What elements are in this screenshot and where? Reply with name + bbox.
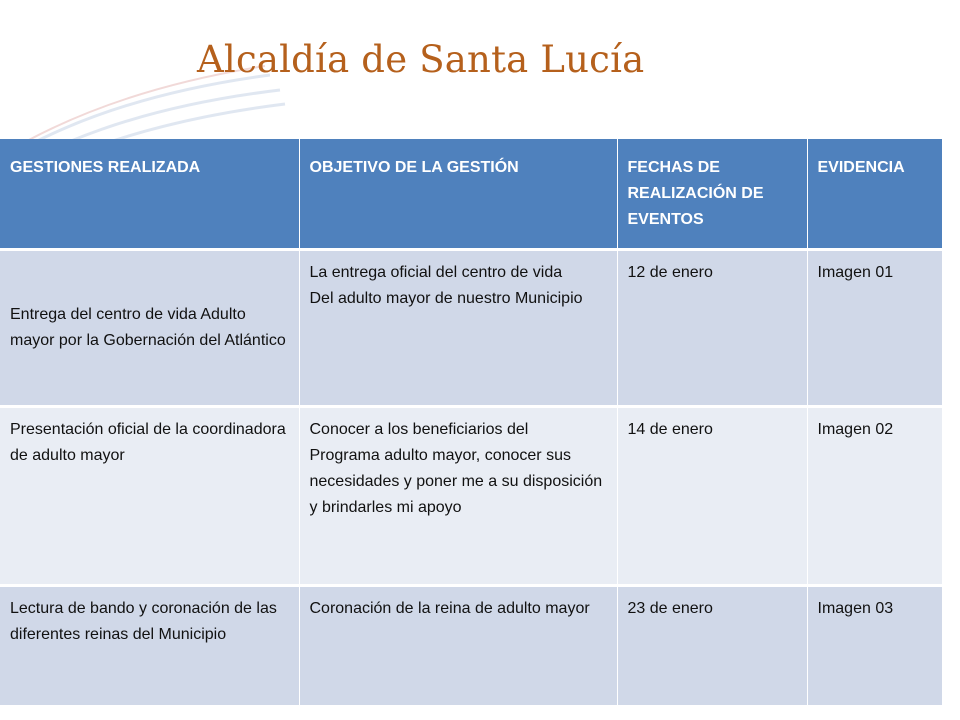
- table-row: [0, 407, 942, 586]
- cell-gestion: Presentación oficial de la coordinadora de adulto mayor: [0, 407, 299, 586]
- table-row: [0, 250, 942, 407]
- cell-evidencia: Imagen 02: [807, 407, 942, 586]
- gestiones-table: [0, 139, 943, 708]
- table-header-row: [0, 139, 942, 250]
- header-gestiones: GESTIONES REALIZADA: [0, 139, 299, 250]
- objetivo-line: Conocer a los beneficiarios del: [309, 421, 529, 438]
- objetivo-line: Del adulto mayor de nuestro Municipio: [309, 290, 583, 307]
- header-evidencia: EVIDENCIA: [807, 139, 942, 250]
- cell-evidencia: Imagen 01: [807, 250, 942, 407]
- objetivo-line: La entrega oficial del centro de vida: [309, 264, 563, 281]
- cell-gestion: Entrega del centro de vida Adulto mayor por la Gobernación del Atlántico: [0, 250, 299, 407]
- page-title: Alcaldía de Santa Lucía: [197, 38, 645, 81]
- header-fechas: FECHAS DE REALIZACIÓN DE EVENTOS: [617, 139, 807, 250]
- cell-objetivo: [299, 407, 617, 586]
- cell-gestion: Lectura de bando y coronación de las diferentes reinas del Municipio: [0, 586, 299, 707]
- objetivo-line: Coronación de la reina de adulto mayor: [309, 600, 590, 617]
- objetivo-line: Programa adulto mayor, conocer sus necesidades y poner me a su disposición y brindarles mi apoyo: [309, 447, 603, 516]
- cell-objetivo: [299, 586, 617, 707]
- cell-fecha: 12 de enero: [617, 250, 807, 407]
- table-row: [0, 586, 942, 707]
- cell-fecha: 23 de enero: [617, 586, 807, 707]
- cell-evidencia: Imagen 03: [807, 586, 942, 707]
- header-objetivo: OBJETIVO DE LA GESTIÓN: [299, 139, 617, 250]
- cell-fecha: 14 de enero: [617, 407, 807, 586]
- cell-objetivo: [299, 250, 617, 407]
